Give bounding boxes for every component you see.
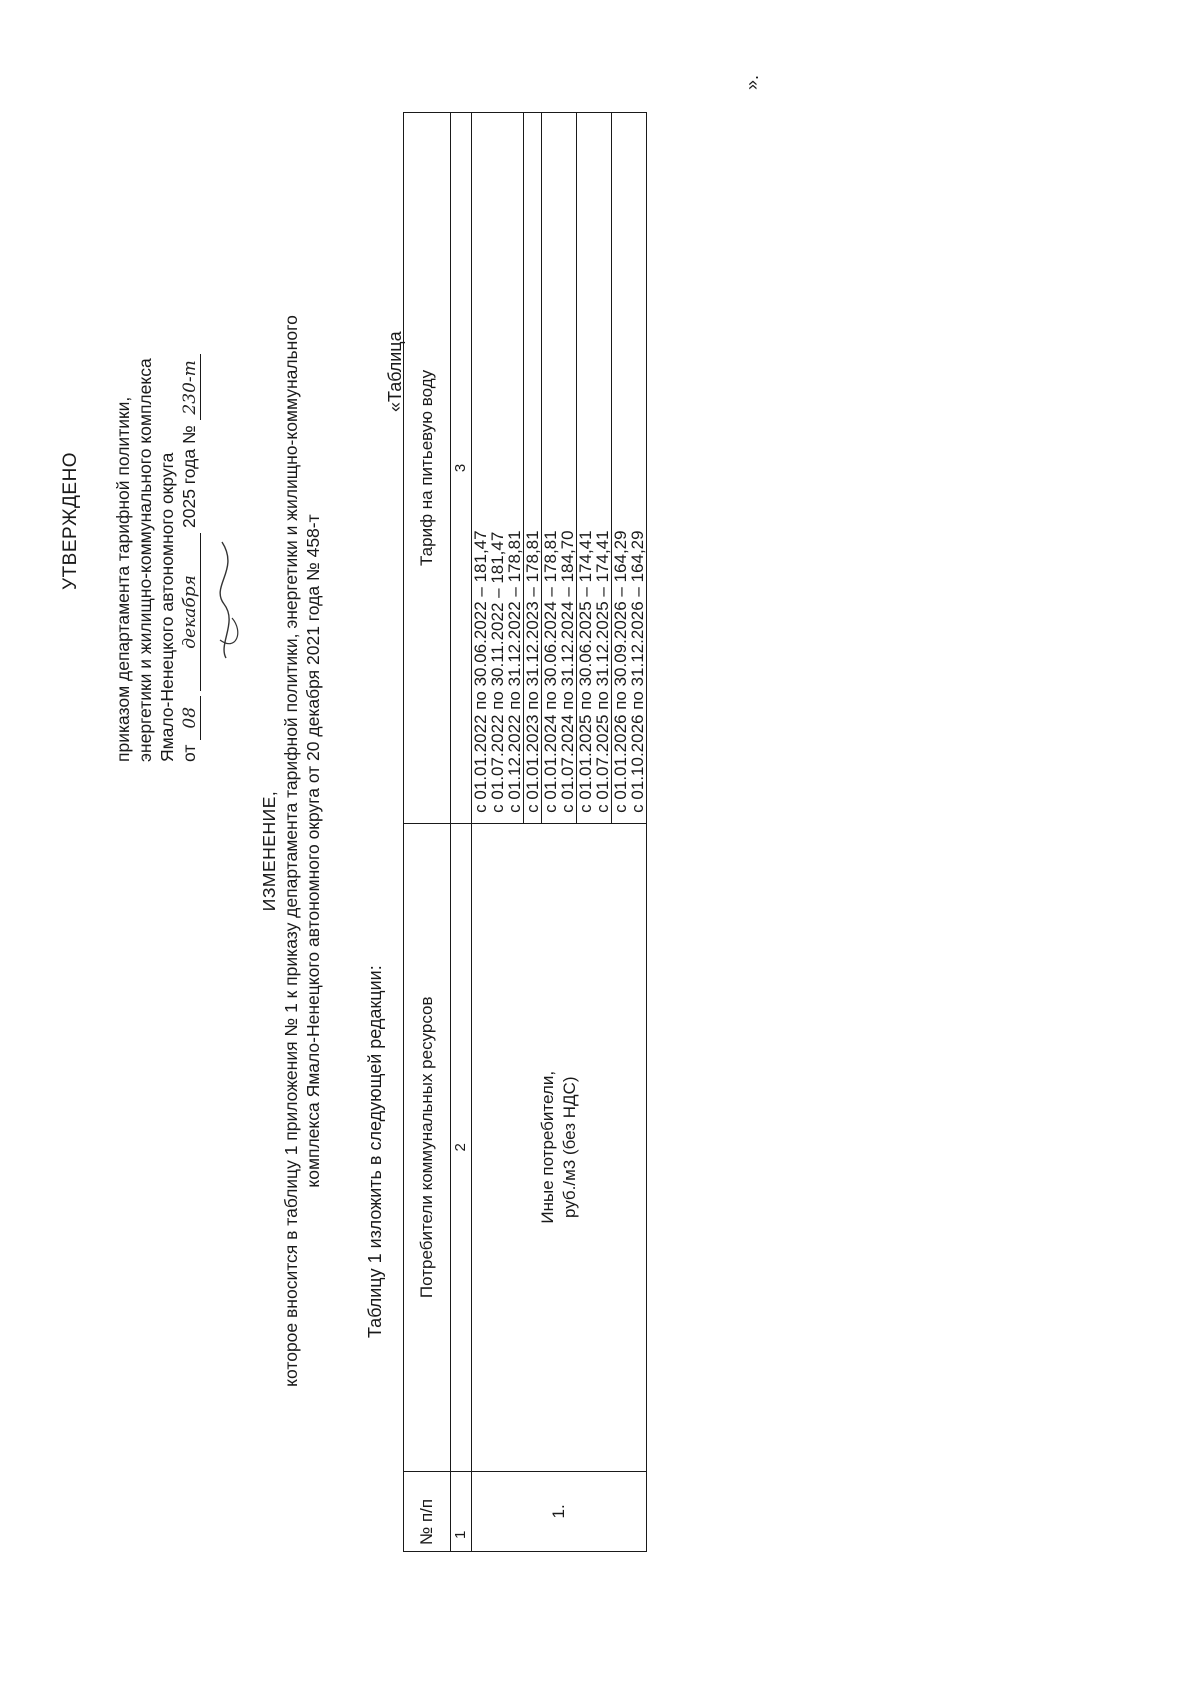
document-heading (258, 0, 324, 1702)
period-group (577, 113, 612, 823)
table-row (472, 113, 647, 1552)
column-index: 3 (451, 113, 472, 824)
approval-line: приказом департамента тарифной политики, (113, 396, 133, 762)
header-consumers: Потребители коммунальных ресурсов (404, 823, 451, 1471)
period-group (612, 113, 646, 823)
period-group (472, 113, 524, 823)
approval-line: энергетики и жилищно-коммунального комплекса (135, 358, 155, 762)
period-line: с 01.07.2024 по 31.12.2024 – 184,70 (558, 530, 577, 813)
consumer-line: Иные потребители, (538, 1070, 557, 1224)
period-line: с 01.01.2022 по 30.06.2022 – 181,47 (471, 530, 490, 813)
handwritten-mark (216, 522, 246, 662)
period-line: с 01.01.2025 по 30.06.2025 – 174,41 (576, 530, 595, 813)
period-group (542, 113, 577, 823)
header-tariff: Тариф на питьевую воду (404, 113, 451, 824)
period-line: с 01.01.2026 по 30.09.2026 – 164,29 (611, 530, 630, 813)
column-index: 1 (451, 1471, 472, 1551)
date-prefix: от (179, 744, 199, 762)
date-day-field: 08 (180, 696, 201, 740)
consumer-line: руб./м3 (без НДС) (560, 1076, 579, 1219)
row-number: 1. (472, 1471, 647, 1551)
approval-order-block (112, 354, 201, 762)
tariff-table (403, 112, 647, 1552)
intro-text: Таблицу 1 изложить в следующей редакции: (365, 965, 385, 1338)
date-year-text: 2025 года № (179, 425, 199, 528)
document-title: ИЗМЕНЕНИЕ, (259, 790, 279, 912)
date-month-field: декабря (180, 533, 201, 691)
period-group (524, 113, 542, 823)
consumer-cell (472, 823, 647, 1471)
period-line: с 01.07.2022 по 30.11.2022 – 181,47 (488, 531, 507, 813)
period-line: с 01.10.2026 по 31.12.2026 – 164,29 (628, 530, 647, 813)
table-caption: «Таблица (385, 331, 405, 412)
header-number: № п/п (404, 1471, 451, 1551)
table-index-row (451, 113, 472, 1552)
document-subtitle: которое вносится в таблицу 1 приложения № 1 к приказу департамента тарифной политики, энергетики и жилищно-коммунального комплекса Ямало-Ненецкого автономного округа от 20 декабря 2021 года № 458-т (281, 315, 323, 1387)
approval-line: Ямало-Ненецкого автономного округа (157, 452, 177, 762)
column-index: 2 (451, 823, 472, 1471)
approval-date-line (178, 354, 201, 762)
approval-title: УТВЕРЖДЕНО (60, 451, 81, 590)
tariff-cell (472, 113, 647, 824)
period-line: с 01.07.2025 по 31.12.2025 – 174,41 (593, 530, 612, 813)
period-line: с 01.12.2022 по 31.12.2022 – 178,81 (505, 530, 524, 813)
table-header-row (404, 113, 451, 1552)
order-number-field: 230-т (180, 354, 201, 420)
period-line: с 01.01.2024 по 30.06.2024 – 178,81 (541, 530, 560, 813)
table-closing-quote: ». (742, 74, 762, 90)
period-line: с 01.01.2023 по 31.12.2023 – 178,81 (523, 530, 542, 813)
